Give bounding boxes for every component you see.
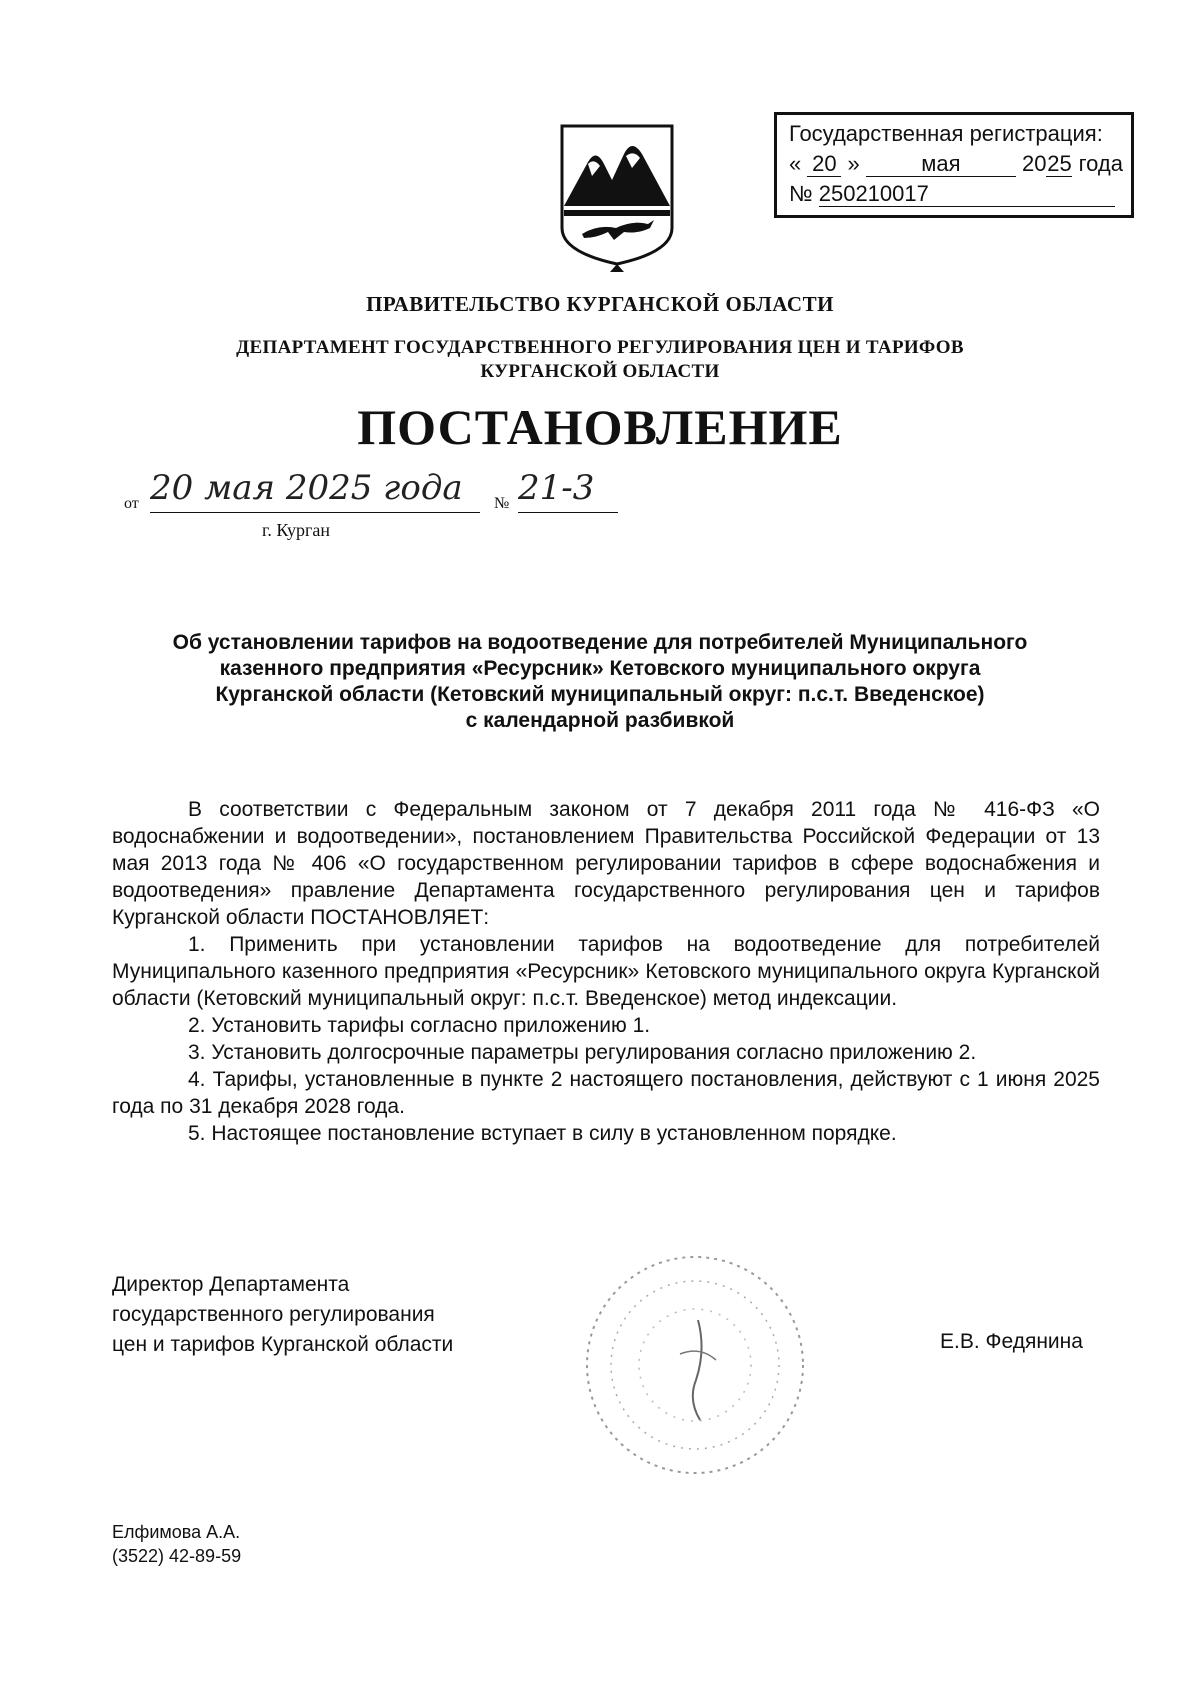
registration-number: 250210017 [819,182,1115,207]
registration-year-word: года [1078,151,1123,176]
department-line-1: ДЕПАРТАМЕНТ ГОСУДАРСТВЕННОГО РЕГУЛИРОВАНИЯ ЦЕН И ТАРИФОВ [236,337,964,358]
decree-from-label: от [124,495,139,512]
body-item-5: 5. Настоящее постановление вступает в силу в установленном порядке. [188,1122,897,1145]
signer-position-line-2: государственного регулирования [112,1303,435,1326]
registration-date-row [789,149,1121,179]
signer-position [112,1270,453,1360]
department-line-2: КУРГАНСКОЙ ОБЛАСТИ [480,361,720,382]
registration-year-prefix: 20 [1022,151,1047,176]
document-type-heading: ПОСТАНОВЛЕНИЕ [357,399,843,455]
contact-phone: (3522) 42-89-59 [112,1546,242,1566]
signer-position-line-1: Директор Департамента [112,1273,350,1296]
body-item-3: 3. Установить долгосрочные параметры регулирования согласно приложению 2. [188,1041,977,1064]
registration-month: мая [866,152,1016,177]
registration-day: 20 [807,152,841,177]
decree-number-label: № [494,495,510,512]
decree-city: г. Курган [262,520,331,540]
registration-number-label: № [789,181,813,206]
decree-number: 21-3 [518,468,618,513]
contact-author: Елфимова А.А. [112,1522,241,1542]
registration-quote-open: « [789,151,802,176]
title-line-3: Курганской области (Кетовский муниципальный округ: п.с.т. Введенское) [215,683,985,706]
registration-title: Государственная регистрация: [789,121,1103,146]
title-line-2: казенного предприятия «Ресурсник» Кетовского муниципального округа [219,657,981,680]
registration-quote-close: » [847,151,860,176]
document-body [112,796,1100,1147]
government-heading: ПРАВИТЕЛЬСТВО КУРГАНСКОЙ ОБЛАСТИ [366,292,834,316]
signer-name: Е.В. Федянина [940,1330,1083,1353]
decree-date: 20 мая 2025 года [150,468,480,513]
body-preamble: В соответствии с Федеральным законом от 7 декабря 2011 года № 416-ФЗ «О водоснабжении и водоотведении», постановлением Правительства Российской Федерации от 13 мая 2013 года № 406 «О государственном регулировании тарифов в сфере водоснабжения и водоотведения» правление Департамента государственного регулирования цен и тарифов Курганской области ПОСТАНОВЛЯЕТ: [112,798,1100,929]
registration-year-suffix: 25 [1047,151,1072,176]
contact-info [112,1520,241,1568]
seal-stamp-icon [580,1250,810,1480]
title-line-4: с календарной разбивкой [465,709,735,732]
body-item-4: 4. Тарифы, установленные в пункте 2 настоящего постановления, действуют с 1 июня 2025 года по 31 декабря 2028 года. [112,1068,1100,1118]
body-item-1: 1. Применить при установлении тарифов на водоотведение для потребителей Муниципального казенного предприятия «Ресурсник» Кетовского муниципального округа Курганской области (Кетовский муниципальный округ: п.с.т. Введенское) метод индексации. [112,933,1100,1010]
registration-box [774,112,1134,218]
department-heading [0,336,1200,384]
body-item-2: 2. Установить тарифы согласно приложению 1. [188,1014,651,1037]
title-line-1: Об установлении тарифов на водоотведение для потребителей Муниципального [172,631,1028,654]
coat-of-arms-icon [558,124,676,274]
document-title [100,630,1100,734]
signer-position-line-3: цен и тарифов Курганской области [112,1333,454,1356]
registration-number-row [789,179,1121,209]
